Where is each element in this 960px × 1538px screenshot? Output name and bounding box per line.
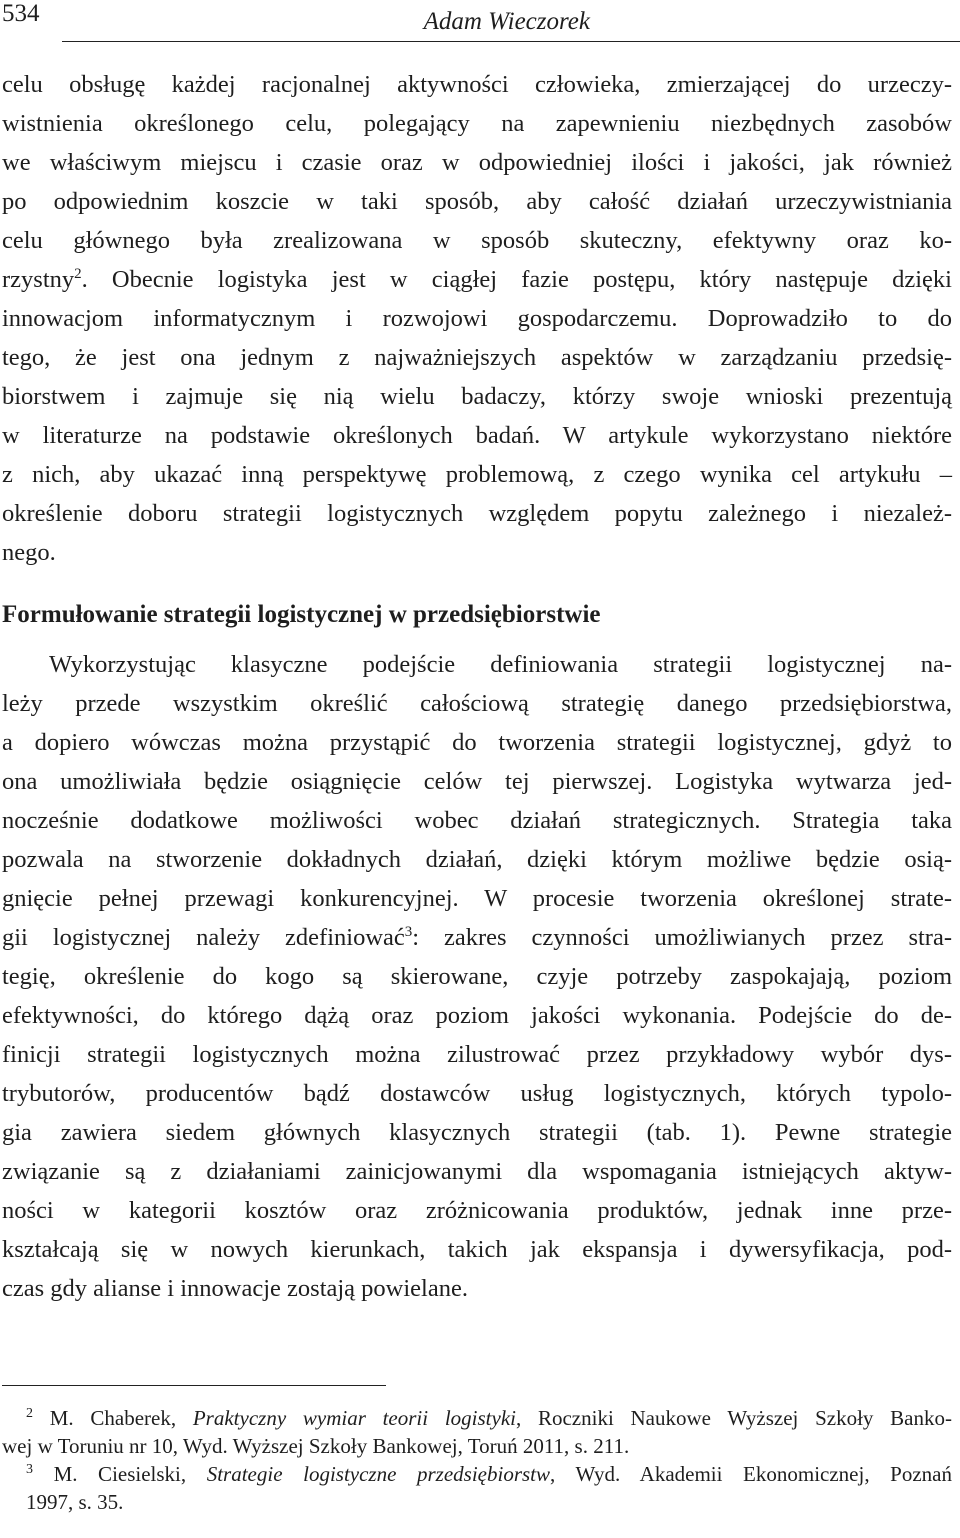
header-rule <box>62 41 960 42</box>
text-line: celu obsługę każdej racjonalnej aktywności człowieka, zmierzającej do urzeczy- <box>2 71 952 98</box>
footnote-2: $^2$ M. Chaberek, Praktyczny wymiar teorii logistyki, Roczniki Naukowe Wyższej Szkoły Banko- <box>26 1406 952 1430</box>
text-line: gia zawiera siedem głównych klasycznych strategii (tab. 1). Pewne strategie <box>2 1119 952 1146</box>
footnote-mark: 2 <box>26 1406 33 1421</box>
footnote-3-cont: 1997, s. 35. <box>26 1490 124 1514</box>
cited-title: Strategie logistyczne przedsiębiorstw <box>206 1462 550 1486</box>
text-line: ona umożliwiała będzie osiągnięcie celów tej pierwszej. Logistyka wytwarza jed- <box>2 768 952 795</box>
text-line: czas gdy alianse i innowacje zostają powielane. <box>2 1275 468 1302</box>
text-line: efektywności, do którego dążą oraz poziom jakości wykonania. Podejście do de- <box>2 1002 952 1029</box>
footnotes <box>2 1404 952 1516</box>
text-line: biorstwem i zajmuje się nią wielu badaczy, którzy swoje wnioski prezentują <box>2 383 952 410</box>
footnote-ref[interactable]: 3 <box>404 923 413 940</box>
text-line: leży przede wszystkim określić całościową strategię danego przedsiębiorstwa, <box>2 690 952 717</box>
text-line: nego. <box>2 539 56 566</box>
text-line: trybutorów, producentów bądź dostawców usług logistycznych, których typolo- <box>2 1080 952 1107</box>
page-number: 534 <box>2 0 40 27</box>
text-line: tego, że jest ona jednym z najważniejszych aspektów w zarządzaniu przedsię- <box>2 344 952 371</box>
footnote-2-cont: wej w Toruniu nr 10, Wyd. Wyższej Szkoły Bankowej, Toruń 2011, s. 211. <box>2 1434 630 1458</box>
footnote-3: $^3$ M. Ciesielski, Strategie logistyczne przedsiębiorstw, Wyd. Akademii Ekonomicznej, Poznań <box>26 1462 952 1486</box>
text-line: wistnienia określonego celu, polegający na zapewnieniu niezbędnych zasobów <box>2 110 952 137</box>
text-line: gii logistycznej należy zdefiniować$^3$: zakres czynności umożliwianych przez stra- <box>2 923 952 951</box>
text-line: rzystny$^2$. Obecnie logistyka jest w ciągłej fazie postępu, który następuje dzięki <box>2 265 952 293</box>
section-paragraph <box>2 645 952 1308</box>
text-line: celu głównego była zrealizowana w sposób skuteczny, efektywny oraz ko- <box>2 227 952 254</box>
text-line: kształcają się w nowych kierunkach, takich jak ekspansja i dywersyfikacja, pod- <box>2 1236 952 1263</box>
text-line: związanie są z działaniami zainicjowanymi dla wspomagania istniejących aktyw- <box>2 1158 952 1185</box>
text-line: po odpowiednim koszcie w taki sposób, aby całość działań urzeczywistniania <box>2 188 952 215</box>
text-line: z nich, aby ukazać inną perspektywę problemową, z czego wynika cel artykułu – <box>2 461 952 488</box>
cited-title: Praktyczny wymiar teorii logistyki <box>192 1406 516 1430</box>
text-line: Wykorzystując klasyczne podejście definiowania strategii logistycznej na- <box>49 651 952 678</box>
body-paragraph <box>2 65 952 572</box>
footnote-ref[interactable]: 2 <box>74 265 82 282</box>
text-line: innowacjom informatycznym i rozwojowi gospodarczemu. Doprowadziło to do <box>2 305 952 332</box>
text-line: tegię, określenie do kogo są skierowane, czyje potrzeby zaspokajają, poziom <box>2 963 952 990</box>
section-heading: Formułowanie strategii logistycznej w przedsiębiorstwie <box>2 601 601 628</box>
text-line: a dopiero wówczas można przystąpić do tworzenia strategii logistycznej, gdyż to <box>2 729 952 756</box>
footnote-rule <box>2 1385 386 1386</box>
text-line: ności w kategorii kosztów oraz zróżnicowania produktów, jednak inne prze- <box>2 1197 952 1224</box>
running-head: Adam Wieczorek <box>423 8 590 35</box>
text-line: określenie doboru strategii logistycznych względem popytu zależnego i niezależ- <box>2 500 952 527</box>
footnote-mark: 3 <box>26 1462 33 1477</box>
text-line: nocześnie dodatkowe możliwości wobec działań strategicznych. Strategia taka <box>2 807 952 834</box>
text-line: we właściwym miejscu i czasie oraz w odpowiedniej ilości i jakości, jak również <box>2 149 952 176</box>
text-line: gnięcie pełnej przewagi konkurencyjnej. W procesie tworzenia określonej strate- <box>2 885 952 912</box>
text-line: w literaturze na podstawie określonych badań. W artykule wykorzystano niektóre <box>2 422 952 449</box>
text-line: finicji strategii logistycznych można zilustrować przez przykładowy wybór dys- <box>2 1041 952 1068</box>
text-line: pozwala na stworzenie dokładnych działań, dzięki którym możliwe będzie osią- <box>2 846 952 873</box>
